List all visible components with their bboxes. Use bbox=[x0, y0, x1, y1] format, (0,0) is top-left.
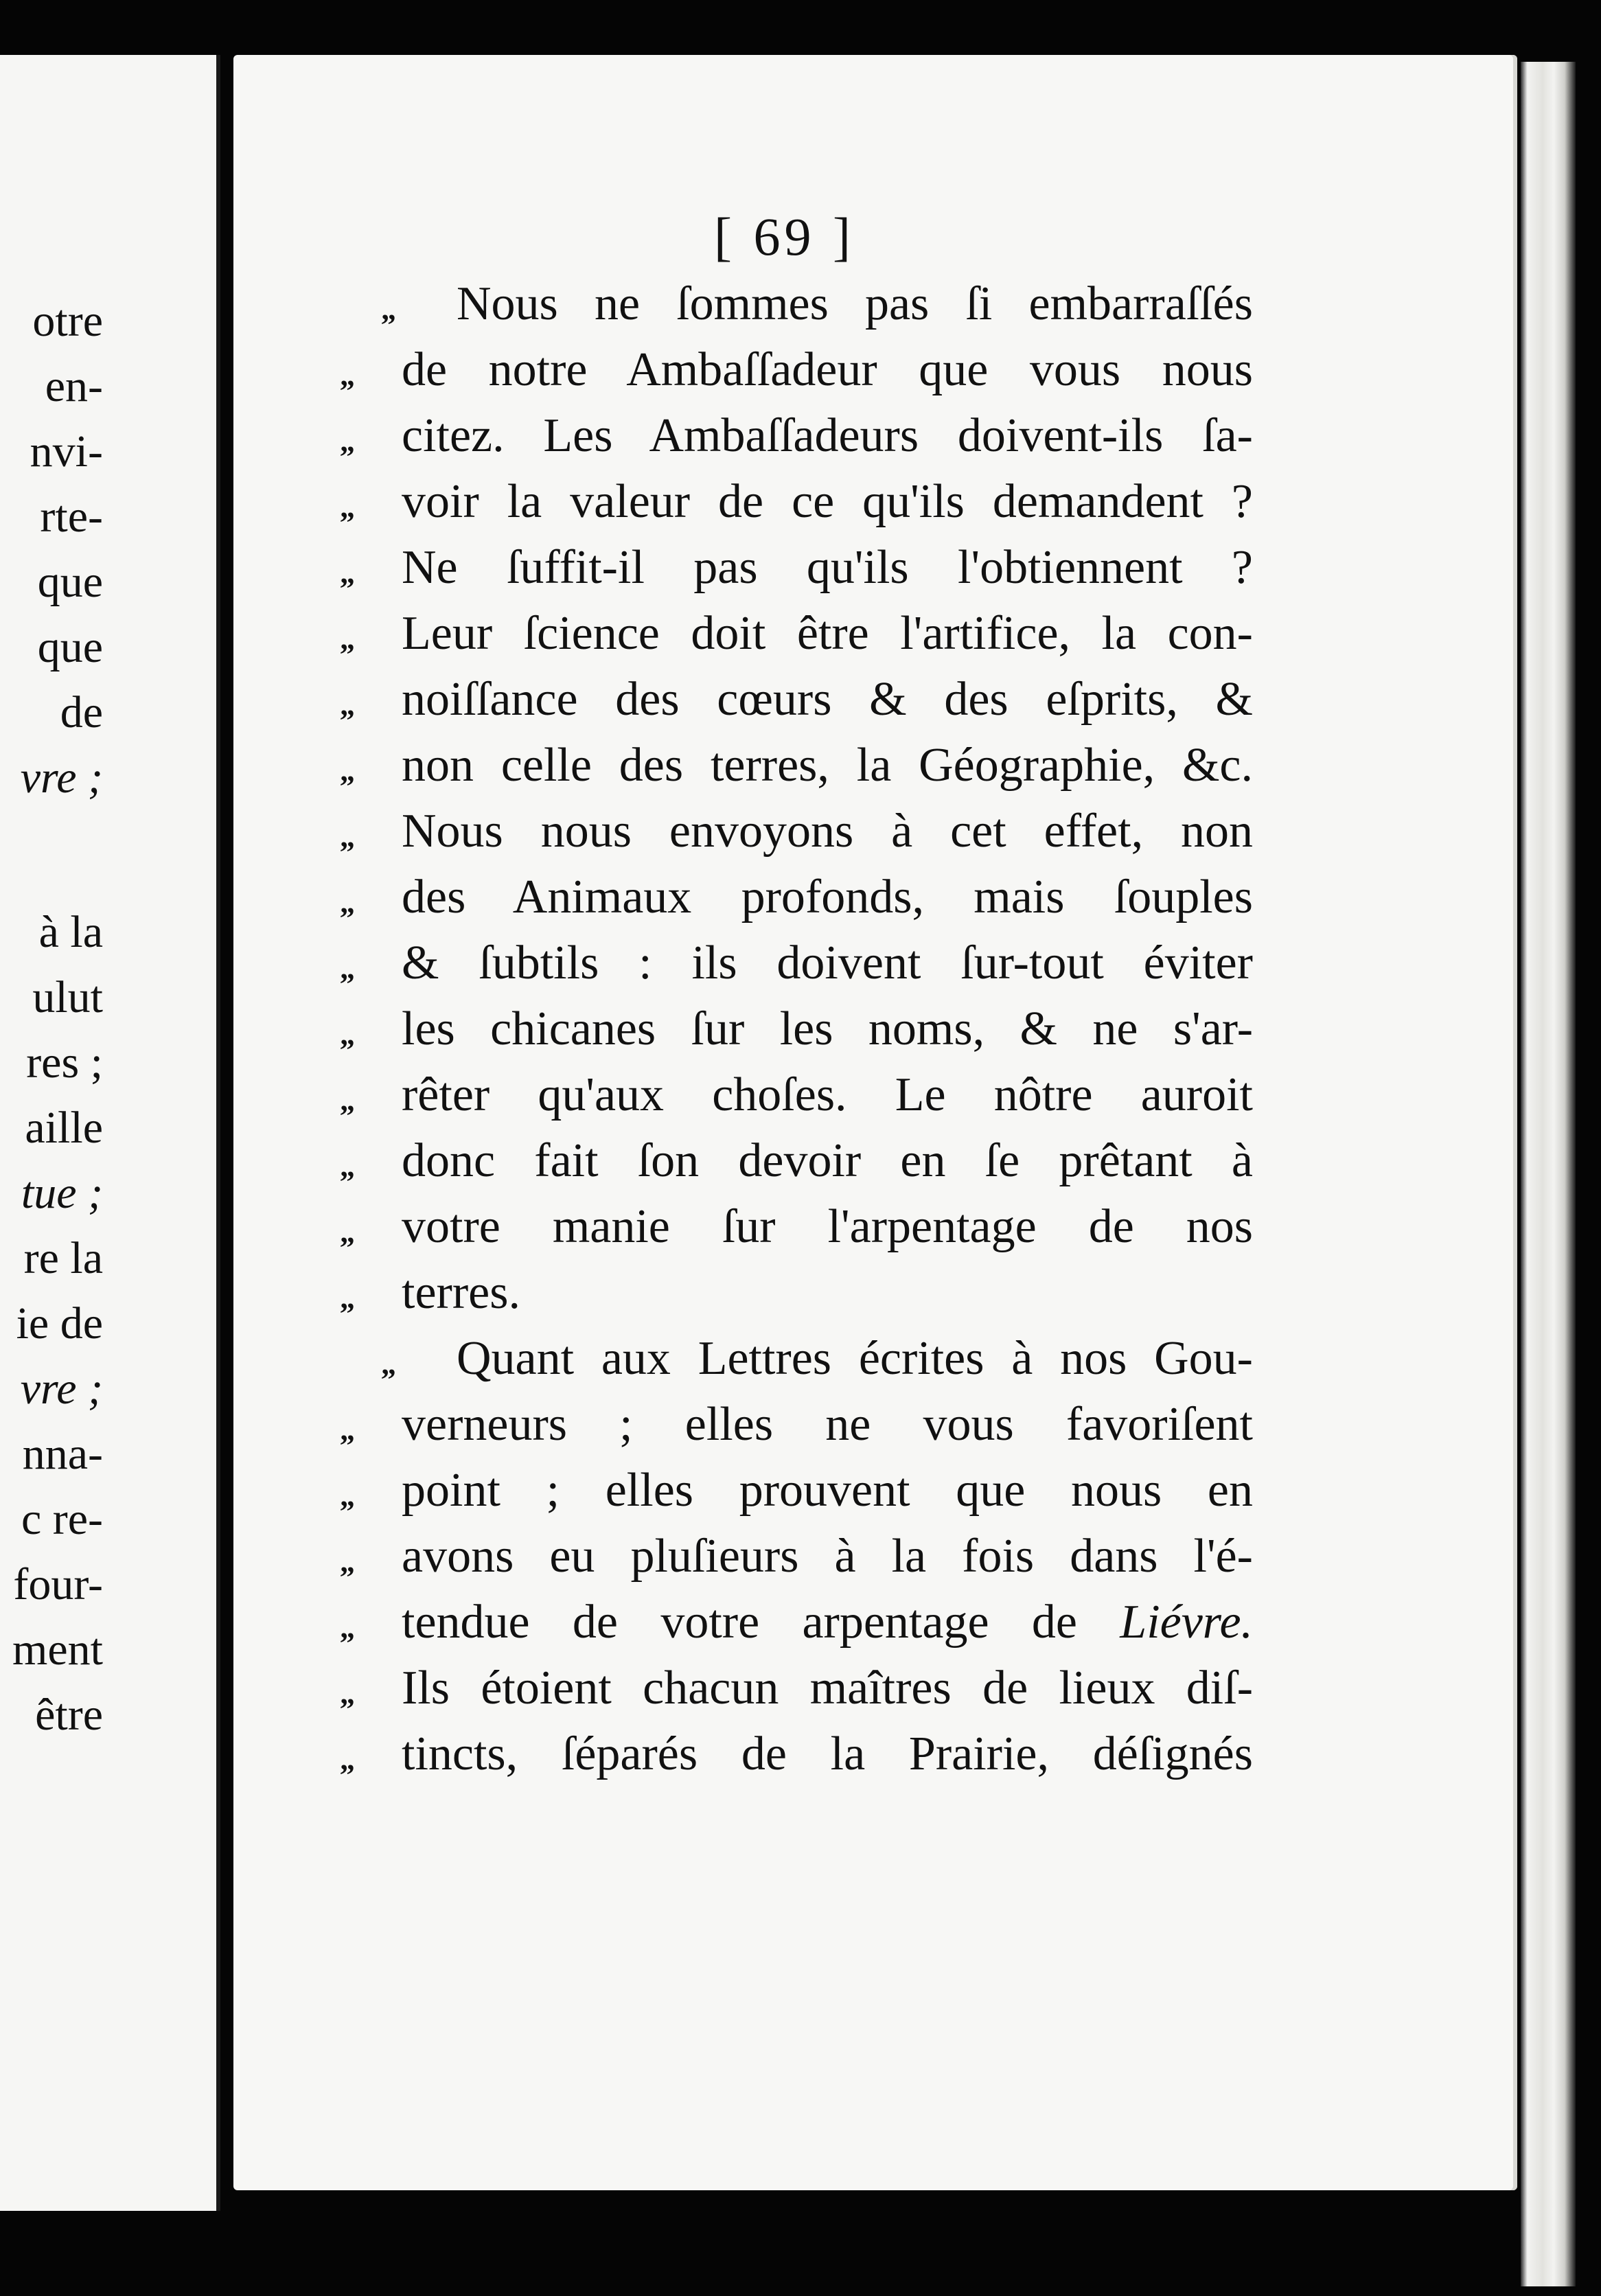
quote-mark: „ bbox=[340, 886, 355, 919]
quote-mark: „ bbox=[340, 1611, 355, 1644]
quote-mark: „ bbox=[340, 952, 355, 985]
left-fragment: rte- bbox=[40, 492, 103, 542]
text-line bbox=[340, 733, 1253, 799]
left-fragment: à la bbox=[38, 907, 103, 957]
text-line bbox=[340, 271, 1253, 337]
quote-mark: „ bbox=[340, 820, 355, 853]
left-fragment: otre bbox=[32, 296, 103, 346]
left-fragment: vre ; bbox=[20, 753, 103, 803]
left-fragment: four- bbox=[13, 1559, 103, 1609]
text-line bbox=[340, 1458, 1253, 1524]
left-fragment: ment bbox=[12, 1625, 103, 1675]
line-text: voir la valeur de ce qu'ils demandent ? bbox=[402, 475, 1253, 528]
quote-mark: „ bbox=[381, 292, 396, 326]
left-fragment: ie de bbox=[16, 1298, 103, 1348]
left-fragment: nna- bbox=[22, 1429, 103, 1479]
line-text: non celle des terres, la Géographie, &c. bbox=[402, 739, 1253, 792]
left-fragment: aille bbox=[25, 1103, 103, 1153]
text-line bbox=[340, 1128, 1253, 1194]
text-line bbox=[340, 535, 1253, 601]
left-fragment: que bbox=[37, 622, 103, 672]
quote-mark: „ bbox=[340, 1018, 355, 1051]
text-line bbox=[340, 1326, 1253, 1392]
quote-mark: „ bbox=[340, 1149, 355, 1183]
quote-mark: „ bbox=[340, 1215, 355, 1249]
text-line bbox=[340, 1062, 1253, 1128]
line-text: Quant aux Lettres écrites à nos Gou- bbox=[457, 1332, 1253, 1385]
line-text: donc fait ſon devoir en ſe prêtant à bbox=[402, 1134, 1253, 1187]
line-text: Ne ſuffit-il pas qu'ils l'obtiennent ? bbox=[402, 541, 1253, 594]
quote-mark: „ bbox=[340, 688, 355, 722]
line-text: Ils étoient chacun maîtres de lieux diſ- bbox=[402, 1662, 1253, 1714]
quote-mark: „ bbox=[340, 754, 355, 788]
page-number: [ 69 ] bbox=[714, 207, 855, 266]
text-line bbox=[340, 930, 1253, 996]
text-line bbox=[340, 996, 1253, 1062]
line-text: & ſubtils : ils doivent ſur-tout éviter bbox=[402, 937, 1253, 989]
line-text: Leur ſcience doit être l'artifice, la con- bbox=[402, 607, 1253, 660]
book-page-edges bbox=[1521, 62, 1576, 2286]
quote-mark: „ bbox=[340, 1281, 355, 1315]
text-line bbox=[340, 799, 1253, 864]
line-text-roman: tendue de votre arpentage de bbox=[402, 1596, 1077, 1649]
quote-mark: „ bbox=[340, 556, 355, 590]
left-fragment: c re- bbox=[21, 1494, 103, 1544]
body-text bbox=[340, 271, 1253, 1787]
text-line bbox=[340, 1524, 1253, 1589]
text-line bbox=[340, 1721, 1253, 1787]
line-text: terres. bbox=[402, 1266, 520, 1319]
line-text: Nous nous envoyons à cet effet, non bbox=[402, 805, 1253, 858]
left-fragment: res ; bbox=[26, 1037, 103, 1088]
text-line bbox=[340, 1392, 1253, 1458]
line-text: point ; elles prouvent que nous en bbox=[402, 1464, 1253, 1517]
text-line bbox=[340, 864, 1253, 930]
line-text bbox=[402, 1589, 1253, 1655]
left-fragment: nvi- bbox=[30, 426, 103, 477]
text-line bbox=[340, 601, 1253, 667]
quote-mark: „ bbox=[340, 1413, 355, 1447]
text-line bbox=[340, 1589, 1253, 1655]
text-line bbox=[340, 1655, 1253, 1721]
quote-mark: „ bbox=[340, 1479, 355, 1513]
text-line bbox=[340, 1194, 1253, 1260]
quote-mark: „ bbox=[340, 1677, 355, 1710]
line-text: rêter qu'aux choſes. Le nôtre auroit bbox=[402, 1068, 1253, 1121]
line-text: les chicanes ſur les noms, & ne s'ar- bbox=[402, 1002, 1253, 1055]
line-text: de notre Ambaſſadeur que vous nous bbox=[402, 343, 1253, 396]
quote-mark: „ bbox=[340, 358, 355, 392]
line-text: verneurs ; elles ne vous favoriſent bbox=[402, 1398, 1253, 1451]
quote-mark: „ bbox=[340, 1083, 355, 1117]
left-fragment: que bbox=[37, 557, 103, 607]
left-fragment: ulut bbox=[32, 972, 103, 1022]
text-line bbox=[340, 667, 1253, 733]
left-fragment: re la bbox=[23, 1233, 103, 1283]
quote-mark: „ bbox=[340, 1743, 355, 1776]
text-line bbox=[340, 337, 1253, 403]
quote-mark: „ bbox=[340, 490, 355, 524]
quote-mark: „ bbox=[340, 1545, 355, 1578]
left-fragment: de bbox=[60, 687, 103, 737]
text-line bbox=[340, 469, 1253, 535]
left-fragment: être bbox=[35, 1690, 103, 1740]
left-fragment: vre ; bbox=[20, 1364, 103, 1414]
line-text: votre manie ſur l'arpentage de nos bbox=[402, 1200, 1253, 1253]
quote-mark: „ bbox=[340, 424, 355, 458]
line-text: des Animaux profonds, mais ſouples bbox=[402, 871, 1253, 923]
left-fragment: en- bbox=[45, 361, 103, 411]
left-page-text bbox=[0, 55, 103, 2211]
line-text: noiſſance des cœurs & des eſprits, & bbox=[402, 673, 1253, 726]
line-text: Nous ne ſommes pas ſi embarraſſés bbox=[457, 277, 1253, 330]
line-text: tincts, ſéparés de la Prairie, déſignés bbox=[402, 1727, 1253, 1780]
left-fragment: tue ; bbox=[21, 1168, 103, 1218]
text-line bbox=[340, 1260, 1253, 1326]
line-text: citez. Les Ambaſſadeurs doivent-ils ſa- bbox=[402, 409, 1253, 462]
line-text: avons eu pluſieurs à la fois dans l'é- bbox=[402, 1530, 1253, 1583]
left-facing-page bbox=[0, 55, 220, 2211]
quote-mark: „ bbox=[340, 622, 355, 656]
italic-word: Liévre. bbox=[1120, 1596, 1254, 1649]
quote-mark: „ bbox=[381, 1347, 396, 1381]
text-line bbox=[340, 403, 1253, 469]
